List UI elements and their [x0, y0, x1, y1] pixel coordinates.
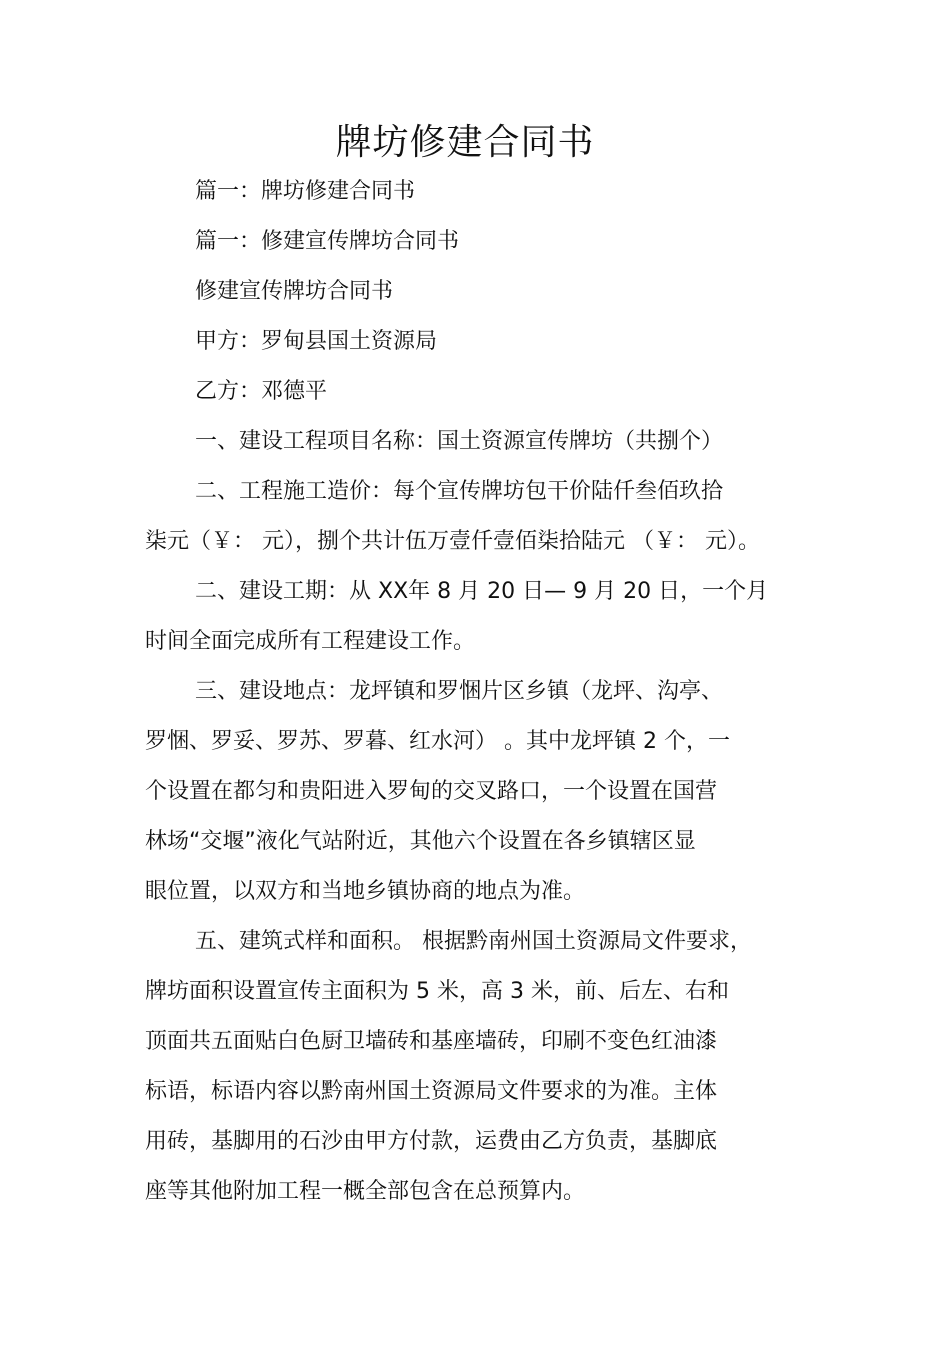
party-a: 甲方：罗甸县国土资源局 [195, 329, 438, 354]
clause-style-line-3: 顶面共五面贴白色厨卫墙砖和基座墙砖，印刷不变色红油漆 [145, 1029, 718, 1054]
clause-cost-line-2: 柒元（￥： 元），捌个共计伍万壹仟壹佰柒拾陆元 （￥： 元）。 [145, 529, 760, 554]
section-heading-2: 篇一：修建宣传牌坊合同书 [195, 229, 460, 254]
clause-project-name: 一、建设工程项目名称：国土资源宣传牌坊（共捌个） [195, 429, 724, 454]
document-title: 牌坊修建合同书 [335, 122, 595, 163]
clause-style-line-1: 五、建筑式样和面积。 根据黔南州国土资源局文件要求， [195, 929, 752, 954]
clause-site-line-1: 三、建设地点：龙坪镇和罗悃片区乡镇（龙坪、沟亭、 [195, 679, 724, 704]
clause-style-line-5: 用砖，基脚用的石沙由甲方付款，运费由乙方负责，基脚底 [145, 1129, 718, 1154]
clause-site-line-4: 林场“交堰”液化气站附近，其他六个设置在各乡镇辖区显 [145, 829, 696, 854]
party-b: 乙方：邓德平 [195, 379, 328, 404]
clause-site-line-3: 个设置在都匀和贵阳进入罗甸的交叉路口，一个设置在国营 [145, 779, 718, 804]
clause-period-line-1: 二、建设工期：从 XX年 8 月 20 日— 9 月 20 日，一个月 [195, 579, 769, 604]
clause-style-line-2: 牌坊面积设置宣传主面积为 5 米，高 3 米，前、后左、右和 [145, 979, 729, 1004]
clause-style-line-4: 标语，标语内容以黔南州国土资源局文件要求的为准。主体 [145, 1079, 718, 1104]
clause-style-line-6: 座等其他附加工程一概全部包含在总预算内。 [145, 1179, 586, 1204]
clause-cost-line-1: 二、工程施工造价：每个宣传牌坊包干价陆仟叁佰玖拾 [195, 479, 724, 504]
contract-subtitle: 修建宣传牌坊合同书 [195, 279, 394, 304]
clause-site-line-5: 眼位置，以双方和当地乡镇协商的地点为准。 [145, 879, 586, 904]
clause-period-line-2: 时间全面完成所有工程建设工作。 [145, 629, 476, 654]
clause-site-line-2: 罗悃、罗妥、罗苏、罗暮、红水河） 。其中龙坪镇 2 个，一 [145, 729, 730, 754]
section-heading-1: 篇一：牌坊修建合同书 [195, 179, 416, 204]
